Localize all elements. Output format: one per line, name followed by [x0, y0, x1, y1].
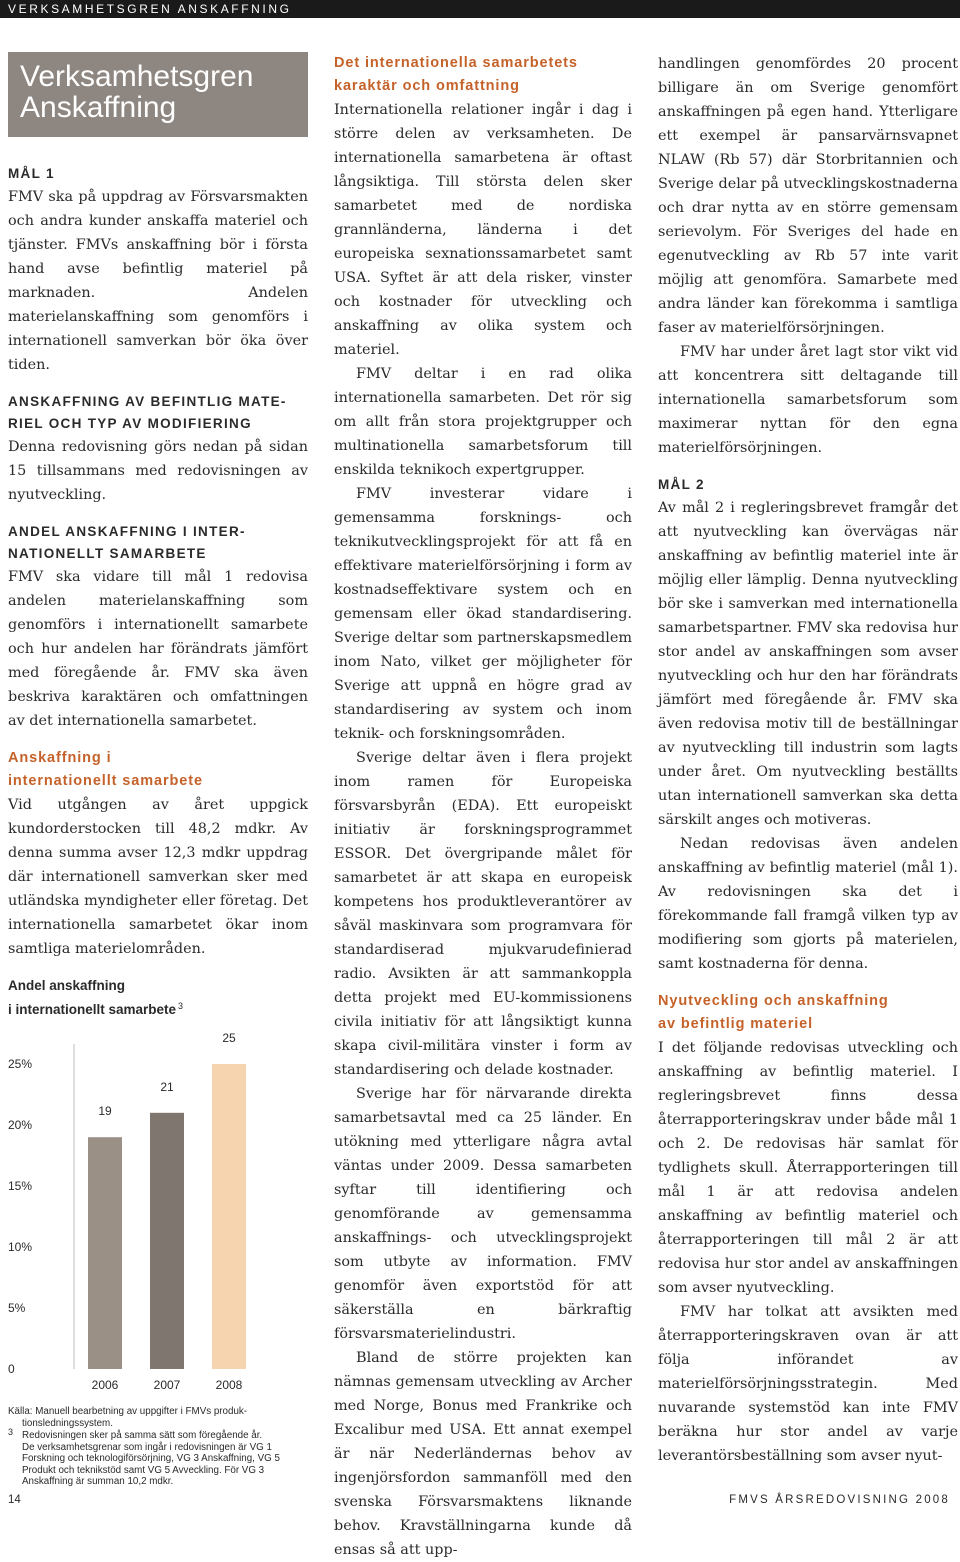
col2-paragraph-2: FMV deltar i en rad olika internationella samarbeten. Det rör sig om allt från stora projektgrupper och multinationella samarbetsforum till enskilda teknikoch expertgrupper. [334, 366, 632, 478]
column-2 [334, 52, 632, 1562]
chart-source-line1: Källa: Manuell bearbetning av uppgifter i FMVs produk- [8, 1406, 248, 1417]
x-tick-label-2008: 2008 [215, 1378, 243, 1392]
y-tick-label: 5% [8, 1301, 26, 1315]
bar-2006 [88, 1137, 122, 1369]
andel-heading-line1: ANDEL ANSKAFFNING I INTER- [8, 524, 246, 539]
col3-paragraph-3: Av mål 2 i regleringsbrevet framgår det att nyutveckling kan övervägas när anskaffning av befintlig materiel inte är möjlig eller lämplig. Denna nyutveckling bör ske i samverkan med internationella samarbetspartner. FMV ska redovisa hur stor andel av anskaffningen som avser nyutveckling och hur den har förändrats jämfört med föregående år. FMV ska även redovisa motiv till de beställningar av nyutveckling till industrin som lagts under året. Om nyutveckling beställts utan internationell samverkan ska detta särskilt anges och motiveras. [658, 500, 958, 828]
col3-heading2-line1: Nyutveckling och anskaffning [658, 993, 889, 1009]
mal1-heading: MÅL 1 [8, 166, 55, 181]
col2-paragraph-4: Sverige deltar även i flera projekt inom ramen för Europeiska försvarsbyrån (EDA). Ett europeiskt initiativ är forskningsprogrammet ESSOR. Det övergripande målet för samarbetet är att skapa en europeisk kompetens hos produktleverantörer av såväl maskinvara som programvara för standardiserad mjukvarudefinierad radio. Avsikten är att sammankoppla detta projekt med EU-kommissionens civila initiativ för att långsiktigt kunna skapa civil-militära vinster i form av standardisering och delade kostnader. [334, 750, 632, 1078]
x-tick-label-2007: 2007 [153, 1378, 181, 1392]
col3-paragraph-5: I det följande redovisas utveckling och anskaffning av befintlig materiel. I regleringsbrevet finns dessa återrapporteringskrav under både mål 1 och 2. De redovisas här samlat för tydlighets skull. Återrapporteringen till mål 1 är att redovisa andelen anskaffning av befintlig materiel och återrapporteringen till mål 2 är att redovisa hur stor andel av anskaffningen som avser nyutveckling. [658, 1040, 958, 1296]
andel-text: FMV ska vidare till mål 1 redovisa andelen materielanskaffning som genomförs i internationellt samarbete och hur andelen har förändrats jämfört med föregående år. FMV ska även beskriva karaktären och omfattningen av det internationella samarbetet. [8, 569, 308, 729]
col2-heading-line1: Det internationella samarbetets [334, 55, 578, 71]
running-header: VERKSAMHETSGREN ANSKAFFNING [0, 0, 960, 18]
col3-paragraph-1: handlingen genomfördes 20 procent billigare än om Sverige genomfört anskaffningen på egen hand. Ytterligare ett exempel är pansarvärnsvapnet NLAW (Rb 57) där Storbritannien och Sverige delar på utvecklingskostnaderna och drar nytta av en större gemensam serievolym. För Sveriges del hade en egenutveckling av Rb 57 inte varit möjlig att genomföra. Samarbete med andra länder kan förekomma i samtliga faser av materielförsörjningen. [658, 56, 958, 336]
publication-name: FMVS ÅRSREDOVISNING 2008 [729, 1494, 950, 1506]
col3-paragraph-2: FMV har under året lagt stor vikt vid att koncentrera sitt deltagande till internationella samarbetsforum som maximerar nyttan för den egna materielförsörjningen. [658, 344, 958, 456]
chart-footnote-line2: De verksamhetsgrenar som ingår i redovisningen är VG 1 Forskning och teknologiförsörjning, VG 3 Anskaffning, VG 5 Produkt och teknikstöd samt VG 5 Avveckling. För VG 3 Anskaffning är summan 10,2 mdkr. [22, 1441, 280, 1487]
section-title-line1: Verksamhetsgren [20, 60, 254, 93]
y-tick-label: 0 [8, 1362, 15, 1376]
y-tick-label: 20% [8, 1118, 33, 1132]
col2-paragraph-1: Internationella relationer ingår i dag i större delen av verksamheten. De internationella samarbetena är oftast långsiktiga. Till största delen sker samarbetet med de nordiska grannländerna, länderna i det europeiska sexnationssamarbetet samt USA. Syftet är att dela risker, vinster och kostnader för utveckling och anskaffning av olika system och materiel. [334, 102, 632, 358]
intl-text: Vid utgången av året uppgick kundorderstocken till 48,2 mdkr. Av denna summa avser 12,3 mdkr uppdrag där internationell samverkan sker med utländska myndigheter eller företag. Det internationella samarbetet ökar inom samtliga materielområden. [8, 797, 308, 957]
y-tick-label: 15% [8, 1179, 33, 1193]
column-3 [658, 52, 958, 1468]
mal2-heading: MÅL 2 [658, 477, 705, 492]
col2-heading-line2: karaktär och omfattning [334, 78, 520, 94]
y-tick-label: 25% [8, 1057, 33, 1071]
befintlig-text: Denna redovisning görs nedan på sidan 15 tillsammans med redovisningen av nyutveckling. [8, 439, 308, 503]
col3-paragraph-4: Nedan redovisas även andelen anskaffning av befintlig materiel (mål 1). Av redovisningen ska det i förekommande fall framgå vilken typ av modifiering som gjorts på materielen, samt kostnaderna för denna. [658, 836, 958, 972]
x-tick-label-2006: 2006 [91, 1378, 119, 1392]
mal1-text: FMV ska på uppdrag av Försvarsmakten och andra kunder anskaffa materiel och tjänster. FMVs anskaffning bör i första hand avse befintlig materiel på marknaden. Andelen materielanskaffning som genomförs i internationell samverkan bör öka över tiden. [8, 189, 308, 373]
chart-title-footnote: 3 [178, 1001, 184, 1011]
data-label-2007: 21 [160, 1079, 174, 1094]
chart-title-line2: i internationellt samarbete [8, 1002, 177, 1017]
col2-paragraph-6: Bland de större projekten kan nämnas gemensam utveckling av Archer med Norge, Bonus med Frankrike och Excalibur med USA. Ett annat exempel är när Nederländernas behov av ingenjörsfordon sammanföll med den svenska Försvarsmaktens liknande behov. Kravställningarna kunde då ensas så att upp- [334, 1350, 632, 1558]
intl-heading-line2: internationellt samarbete [8, 773, 203, 789]
y-tick-label: 10% [8, 1240, 33, 1254]
chart-title-line1: Andel anskaffning [8, 978, 126, 993]
bar-2007 [150, 1113, 184, 1369]
data-label-2006: 19 [98, 1104, 112, 1119]
andel-heading-line2: NATIONELLT SAMARBETE [8, 546, 207, 561]
bar-chart-svg [8, 1024, 308, 1404]
chart-footnote [8, 1427, 308, 1488]
col2-paragraph-3: FMV investerar vidare i gemensamma forsknings- och teknikutvecklingsprojekt för att få en effektivare materielförsörjning i form av kostnadseffektivare system och en gemensam eller ökad standardisering. Sverige deltar som partnerskapsmedlem inom Nato, vilket ger möjligheter för Sverige att uppnå en högre grad av standardisering av system och inom teknik- och forskningsområden. [334, 486, 632, 742]
bar-chart [8, 1024, 308, 1404]
chart-footnote-line1: Redovisningen sker på samma sätt som föregående år. [22, 1430, 263, 1441]
intl-heading-line1: Anskaffning i [8, 750, 112, 766]
col3-heading2-line2: av befintlig materiel [658, 1016, 814, 1032]
bar-2008 [212, 1064, 246, 1369]
chart-footnote-number: 3 [8, 1427, 14, 1437]
chart-source-note [8, 1406, 308, 1488]
col3-paragraph-6: FMV har tolkat att avsikten med återrapporteringskraven ovan är att följa införandet av materielförsörjningsstrategin. Med nuvarande systemstöd kan inte FMV beräkna hur stor andel av varje leverantörsbeställning som avser nyut- [658, 1304, 958, 1464]
befintlig-heading-line2: RIEL OCH TYP AV MODIFIERING [8, 416, 252, 431]
chart-source-line2: tionsledningssystem. [22, 1417, 113, 1429]
section-title-line2: Anskaffning [20, 91, 177, 124]
chart-title [8, 975, 308, 1020]
col2-paragraph-5: Sverige har för närvarande direkta samarbetsavtal med ca 25 länder. En utökning med ytterligare några avtal väntas under 2009. Dessa samarbeten syftar till identifiering och genomförande av gemensamma anskaffnings- och utvecklingsprojekt som utbyte av information. FMV genomför även exportstöd för att säkerställa en bärkraftig försvarsmaterielindustri. [334, 1086, 632, 1342]
section-title-box [8, 52, 308, 137]
page-number: 14 [8, 1494, 21, 1506]
befintlig-heading-line1: ANSKAFFNING AV BEFINTLIG MATE- [8, 394, 287, 409]
column-1 [8, 52, 308, 1488]
data-label-2008: 25 [222, 1031, 236, 1045]
